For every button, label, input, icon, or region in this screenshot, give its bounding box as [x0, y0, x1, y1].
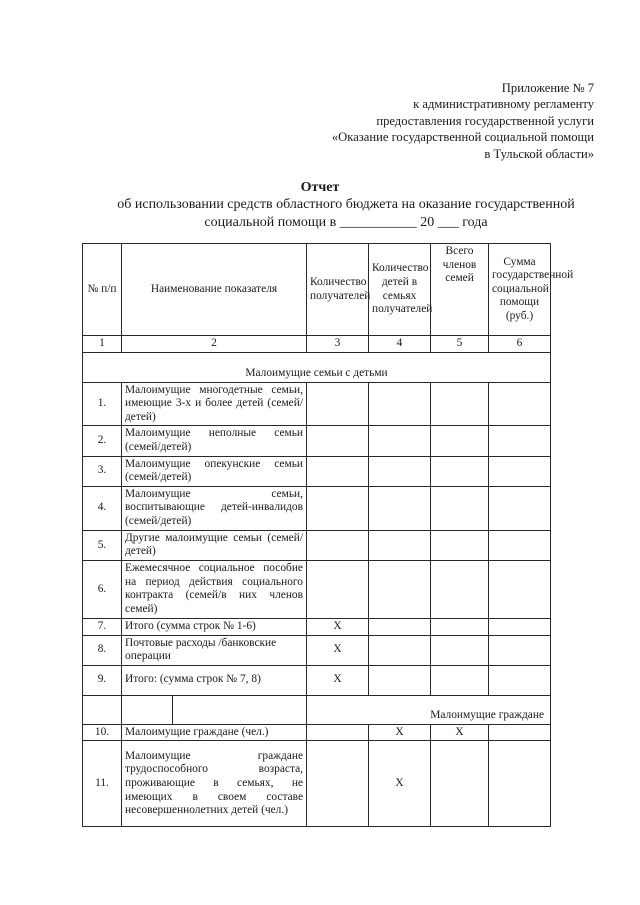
cell-children: X [369, 724, 431, 741]
section-split-cell [122, 695, 307, 724]
cell-children [369, 486, 431, 530]
row-number: 11. [83, 741, 122, 827]
row-number: 3. [83, 456, 122, 486]
cell-members [431, 426, 489, 456]
table-row [83, 741, 551, 827]
header-recipients: Количество получателей [307, 244, 369, 336]
col-number: 2 [122, 336, 307, 353]
row-label: Малоимущие граждане трудоспособного возраста, проживающие в семьях, не имеющих в своем составе несовершеннолетних детей (чел.) [122, 741, 307, 827]
row-label: Ежемесячное социальное пособие на период действия социального контракта (семей/в них членов семей) [122, 560, 307, 618]
row-number: 2. [83, 426, 122, 456]
cell-sum [489, 560, 551, 618]
cell-children [369, 560, 431, 618]
cell-sum [489, 456, 551, 486]
section-row [83, 352, 551, 382]
section-blank-cell [83, 695, 122, 724]
cell-recipients [307, 382, 369, 426]
cell-sum [489, 382, 551, 426]
section-title-families: Малоимущие семьи с детьми [83, 352, 551, 382]
table-row [83, 426, 551, 456]
cell-recipients [307, 530, 369, 560]
row-number: 5. [83, 530, 122, 560]
appendix-line: Приложение № 7 [501, 81, 594, 95]
cell-recipients [307, 456, 369, 486]
col-number: 3 [307, 336, 369, 353]
cell-recipients [307, 560, 369, 618]
col-number: 6 [489, 336, 551, 353]
cell-children [369, 530, 431, 560]
col-number: 5 [431, 336, 489, 353]
cell-members [431, 665, 489, 695]
cell-sum [489, 486, 551, 530]
cell-children [369, 635, 431, 665]
table-row [83, 382, 551, 426]
cell-children: X [369, 741, 431, 827]
row-label: Итого: (сумма строк № 7, 8) [122, 665, 307, 695]
cell-recipients: X [307, 665, 369, 695]
cell-members [431, 560, 489, 618]
report-subtitle [96, 196, 596, 232]
row-label: Малоимущие опекунские семьи (семей/детей) [122, 456, 307, 486]
header-sum: Сумма государственной социальной помощи (руб.) [489, 244, 551, 336]
cell-recipients [307, 486, 369, 530]
row-number: 10. [83, 724, 122, 741]
row-label: Почтовые расходы /банковские операции [122, 635, 307, 665]
header-name: Наименование показателя [122, 244, 307, 336]
cell-recipients: X [307, 635, 369, 665]
row-number: 7. [83, 618, 122, 635]
table-row [83, 486, 551, 530]
cell-recipients [307, 741, 369, 827]
column-numbers-row [83, 336, 551, 353]
appendix-line: в Тульской области» [484, 146, 594, 161]
table-row [83, 724, 551, 741]
row-number: 9. [83, 665, 122, 695]
row-label: Итого (сумма строк № 1-6) [122, 618, 307, 635]
table-row [83, 618, 551, 635]
appendix-line: к административному регламенту [413, 97, 594, 112]
cell-sum [489, 724, 551, 741]
row-label: Малоимущие семьи, воспитывающие детей-инвалидов (семей/детей) [122, 486, 307, 530]
cell-recipients: X [307, 618, 369, 635]
cell-recipients [307, 426, 369, 456]
cell-members [431, 530, 489, 560]
table-row [83, 635, 551, 665]
cell-members [431, 486, 489, 530]
cell-recipients [307, 724, 369, 741]
cell-sum [489, 530, 551, 560]
cell-members [431, 618, 489, 635]
cell-children [369, 426, 431, 456]
cell-sum [489, 665, 551, 695]
header-members: Всего членов семей [431, 244, 489, 336]
header-num: № п/п [83, 244, 122, 336]
cell-members [431, 741, 489, 827]
section-row [83, 695, 551, 724]
report-title: Отчет [300, 180, 340, 195]
table-row [83, 665, 551, 695]
table-row [83, 456, 551, 486]
cell-children [369, 665, 431, 695]
cell-sum [489, 741, 551, 827]
table-row [83, 560, 551, 618]
col-number: 4 [369, 336, 431, 353]
appendix-line: предоставления государственной услуги [376, 113, 594, 128]
row-label: Малоимущие граждане (чел.) [122, 724, 307, 741]
appendix-block [332, 80, 594, 162]
row-label: Малоимущие многодетные семьи, имеющие 3-х и более детей (семей/детей) [122, 382, 307, 426]
appendix-line: «Оказание государственной социальной помощи [331, 130, 594, 145]
row-label: Другие малоимущие семьи (семей/детей) [122, 530, 307, 560]
subtitle-line-2: социальной помощи в ___________ 20 ___ года [204, 215, 488, 230]
cell-members [431, 456, 489, 486]
cell-sum [489, 635, 551, 665]
header-children: Количество детей в семьях получателей [369, 244, 431, 336]
section-title-citizens: Малоимущие граждане [430, 709, 544, 722]
col-number: 1 [83, 336, 122, 353]
row-number: 4. [83, 486, 122, 530]
table-row [83, 530, 551, 560]
cell-members [431, 635, 489, 665]
row-number: 6. [83, 560, 122, 618]
row-label: Малоимущие неполные семьи (семей/детей) [122, 426, 307, 456]
row-number: 8. [83, 635, 122, 665]
cell-members: X [431, 724, 489, 741]
header-row [83, 244, 551, 336]
row-number: 1. [83, 382, 122, 426]
cell-members [431, 382, 489, 426]
cell-children [369, 456, 431, 486]
cell-sum [489, 426, 551, 456]
report-table [82, 243, 574, 827]
subtitle-line-1: об использовании средств областного бюджета на оказание государственной [117, 197, 575, 212]
cell-children [369, 618, 431, 635]
cell-sum [489, 618, 551, 635]
cell-children [369, 382, 431, 426]
